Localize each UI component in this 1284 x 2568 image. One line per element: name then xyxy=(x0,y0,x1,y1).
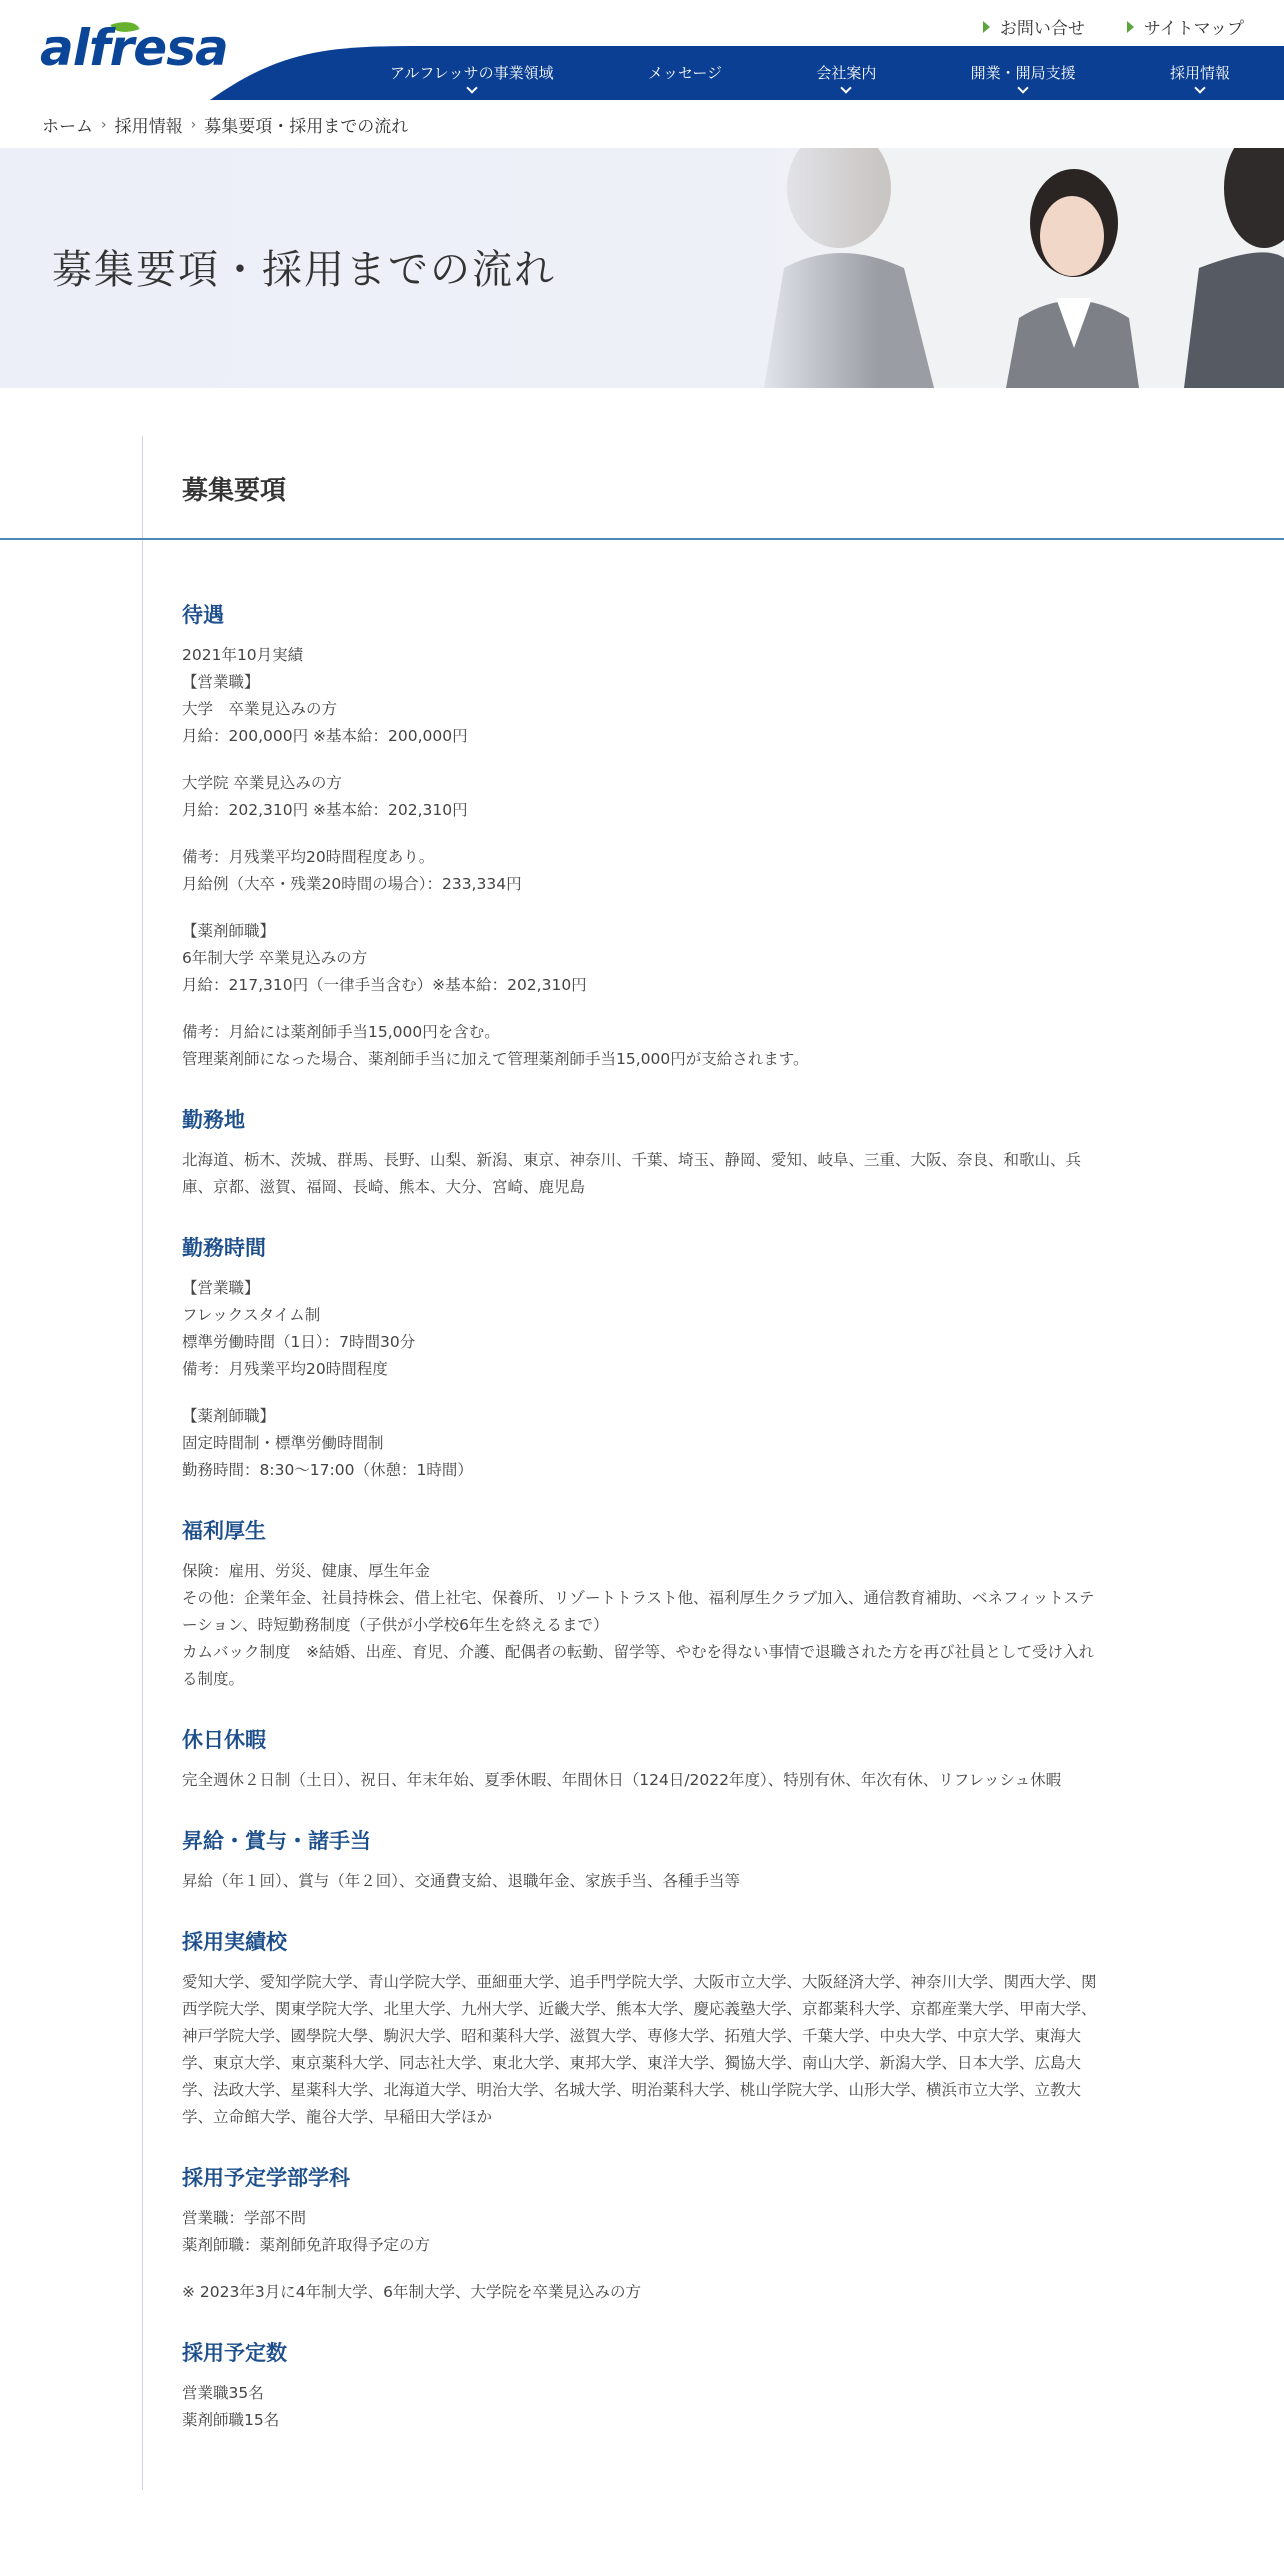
nav-item-company[interactable] xyxy=(806,46,886,98)
site-logo[interactable]: alfresa xyxy=(40,19,228,77)
chevron-down-icon xyxy=(466,82,477,93)
chevron-down-icon xyxy=(841,82,852,93)
detail-text: 備考：月給には薬剤師手当15,000円を含む。 管理薬剤師になった場合、薬剤師手当に加えて管理薬剤師手当15,000円が支給されます。 xyxy=(182,1023,809,1068)
nav-item-label: 採用情報 xyxy=(1169,63,1230,82)
hero-photo xyxy=(744,148,1284,388)
nav-item-recruit[interactable] xyxy=(1160,46,1240,98)
content-vertical-rule xyxy=(142,436,143,2490)
sitemap-link-label: サイトマップ xyxy=(1143,19,1244,39)
detail-heading: 休日休暇 xyxy=(182,1727,266,1752)
chevron-down-icon xyxy=(1194,82,1205,93)
hero-banner xyxy=(0,148,1284,388)
detail-text: 北海道、栃木、茨城、群馬、長野、山梨、新潟、東京、神奈川、千葉、埼玉、静岡、愛知、岐阜、三重、大阪、奈良、和歌山、兵庫、京都、滋賀、福岡、長崎、熊本、大分、宮崎、鹿児島 xyxy=(182,1151,1082,1196)
breadcrumb-current: 募集要項・採用までの流れ xyxy=(204,117,409,137)
chevron-right-icon: › xyxy=(190,116,197,133)
sitemap-link[interactable] xyxy=(1127,14,1244,39)
page-title: 募集要項・採用までの流れ xyxy=(52,247,556,293)
section-title: 募集要項 xyxy=(182,476,287,506)
detail-heading: 勤務地 xyxy=(182,1107,245,1132)
breadcrumb-recruit[interactable]: 採用情報 xyxy=(114,117,183,137)
detail-heading: 勤務時間 xyxy=(182,1235,266,1260)
chevron-right-icon: › xyxy=(101,116,107,133)
arrow-right-icon xyxy=(983,21,990,33)
utility-links xyxy=(983,14,1244,39)
detail-heading: 採用実績校 xyxy=(182,1929,287,1954)
detail-section xyxy=(182,1725,1102,1794)
detail-text: 備考：月残業平均20時間程度あり。 月給例（大卒・残業20時間の場合）：233,334円 xyxy=(182,848,522,893)
arrow-right-icon xyxy=(1127,21,1134,33)
detail-text: 完全週休２日制（土日）、祝日、年末年始、夏季休暇、年間休日（124日/2022年度）、特別有休、年次有休、リフレッシュ休暇 xyxy=(182,1771,1062,1789)
recruitment-details xyxy=(182,600,1102,2466)
detail-text: 保険：雇用、労災、健康、厚生年金 その他：企業年金、社員持株会、借上社宅、保養所、リゾートトラスト他、福利厚生クラブ加入、通信教育補助、ベネフィットステーション、時短勤務制度（子供が小学校6年生を終えるまで） カムバック制度 ※結婚、出産、育児、介護、配偶者の転勤、留学等、やむを得ない事情で退職された方を再び社員として受け入れる制度。 xyxy=(182,1562,1095,1688)
site-header xyxy=(0,0,1284,100)
detail-heading: 昇給・賞与・諸手当 xyxy=(182,1828,371,1853)
detail-text: 大学院 卒業見込みの方 月給：202,310円 ※基本給：202,310円 xyxy=(182,774,468,819)
detail-section xyxy=(182,2338,1102,2434)
nav-item-message[interactable] xyxy=(638,46,732,98)
nav-item-label: 会社案内 xyxy=(816,63,877,82)
detail-text: 【薬剤師職】 固定時間制・標準労働時間制 勤務時間：8:30～17:00（休憩：1時間） xyxy=(182,1407,473,1479)
detail-text: 2021年10月実績 【営業職】 大学 卒業見込みの方 月給：200,000円 ※基本給：200,000円 xyxy=(182,646,468,745)
section-divider xyxy=(0,538,1284,540)
detail-section xyxy=(182,1233,1102,1484)
nav-item-business[interactable] xyxy=(380,46,564,98)
detail-section xyxy=(182,1927,1102,2131)
detail-text: 営業職35名 薬剤師職15名 xyxy=(182,2384,280,2429)
detail-heading: 福利厚生 xyxy=(182,1518,266,1543)
detail-heading: 採用予定数 xyxy=(182,2340,287,2365)
detail-section xyxy=(182,600,1102,1073)
contact-link[interactable] xyxy=(983,14,1085,39)
chevron-down-icon xyxy=(1018,82,1029,93)
detail-text: 愛知大学、愛知学院大学、青山学院大学、亜細亜大学、追手門学院大学、大阪市立大学、大阪経済大学、神奈川大学、関西大学、関西学院大学、関東学院大学、北里大学、九州大学、近畿大学、熊本大学、慶応義塾大学、京都薬科大学、京都産業大学、甲南大学、神戸学院大学、國學院大學、駒沢大学、昭和薬科大学、滋賀大学、専修大学、拓殖大学、千葉大学、中央大学、中京大学、東海大学、東京大学、東京薬科大学、同志社大学、東北大学、東邦大学、東洋大学、獨協大学、南山大学、新潟大学、日本大学、広島大学、法政大学、星薬科大学、北海道大学、明治大学、名城大学、明治薬科大学、桃山学院大学、山形大学、横浜市立大学、立教大学、立命館大学、龍谷大学、早稲田大学ほか xyxy=(182,1973,1097,2126)
nav-item-label: アルフレッサの事業領域 xyxy=(390,63,554,82)
detail-heading: 採用予定学部学科 xyxy=(182,2165,350,2190)
breadcrumb-home[interactable]: ホーム xyxy=(42,117,93,137)
breadcrumb xyxy=(42,112,408,137)
detail-text: 営業職：学部不問 薬剤師職：薬剤師免許取得予定の方 xyxy=(182,2209,431,2254)
detail-section xyxy=(182,2163,1102,2306)
nav-item-label: メッセージ xyxy=(647,63,723,82)
detail-heading: 待遇 xyxy=(182,602,224,627)
detail-text: 【薬剤師職】 6年制大学 卒業見込みの方 月給：217,310円（一律手当含む）※基本給：202,310円 xyxy=(182,922,587,994)
detail-text: ※ 2023年3月に4年制大学、6年制大学、大学院を卒業見込みの方 xyxy=(182,2283,641,2301)
global-nav xyxy=(380,46,1240,98)
contact-link-label: お問い合せ xyxy=(999,19,1085,39)
detail-text: 昇給（年１回）、賞与（年２回）、交通費支給、退職年金、家族手当、各種手当等 xyxy=(182,1872,741,1890)
detail-text: 【営業職】 フレックスタイム制 標準労働時間（1日）：7時間30分 備考：月残業平均20時間程度 xyxy=(182,1279,416,1378)
detail-section xyxy=(182,1826,1102,1895)
detail-section xyxy=(182,1516,1102,1693)
detail-section xyxy=(182,1105,1102,1201)
nav-item-opening-support[interactable] xyxy=(961,46,1086,98)
nav-item-label: 開業・開局支援 xyxy=(970,63,1076,82)
